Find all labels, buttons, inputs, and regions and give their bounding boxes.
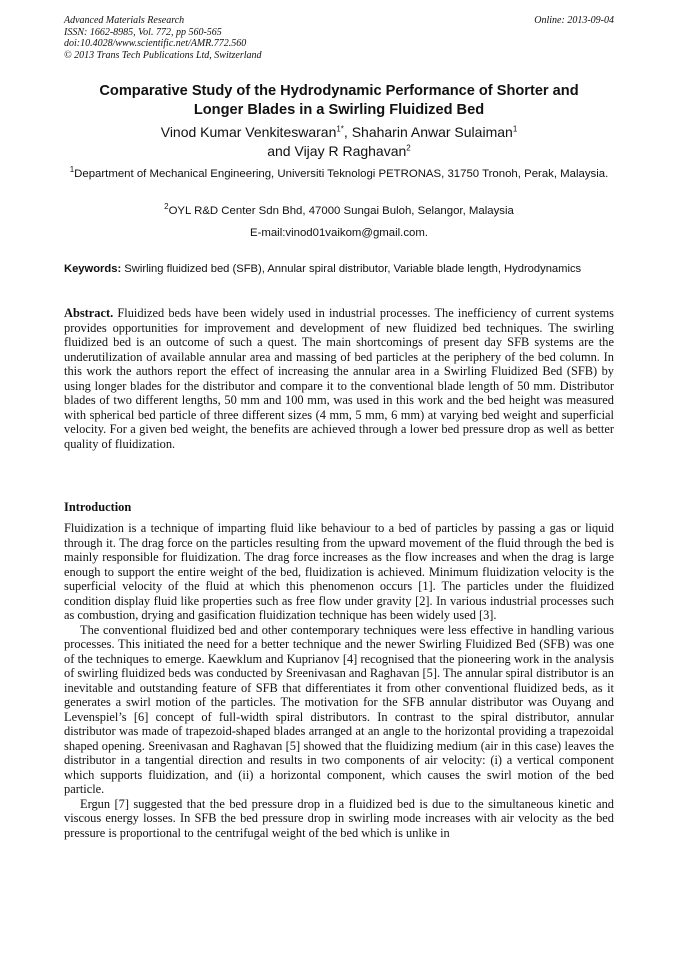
journal-issn: ISSN: 1662-8985, Vol. 772, pp 560-565 [64, 26, 222, 38]
journal-header [64, 15, 262, 61]
abstract-block [64, 306, 614, 451]
affiliation-1-text: Department of Mechanical Engineering, Universiti Teknologi PETRONAS, 31750 Tronoh, Perak, Malaysia. [74, 168, 609, 180]
author-2: Shaharin Anwar Sulaiman [351, 124, 513, 140]
affiliation-2 [64, 204, 614, 219]
paper-title-line-2: Longer Blades in a Swirling Fluidized Bed [193, 102, 485, 118]
affiliation-2-text: OYL R&D Center Sdn Bhd, 47000 Sungai Buloh, Selangor, Malaysia [168, 205, 514, 217]
author-separator: , [343, 124, 352, 140]
paper-title-line-1: Comparative Study of the Hydrodynamic Performance of Shorter and [99, 83, 579, 99]
author-3-marker: 2 [406, 143, 411, 153]
intro-paragraph-3: Ergun [7] suggested that the bed pressure drop in a fluidized bed is due to the simultaneous kinetic and viscous energy losses. In SFB the bed pressure drop in swirling mode increases with air velocity as the bed pressure is proportional to the centrifugal weight of the bed which is unlike in [64, 796, 614, 840]
author-1: Vinod Kumar Venkiteswaran [160, 124, 337, 140]
paper-title [64, 82, 614, 120]
keywords-text: Swirling fluidized bed (SFB), Annular spiral distributor, Variable blade length, Hydrodynamics [121, 263, 582, 275]
contact-email: E-mail:vinod01vaikom@gmail.com. [249, 227, 429, 239]
introduction-body [64, 521, 614, 840]
affiliation-1 [64, 167, 614, 182]
introduction-heading: Introduction [64, 500, 132, 514]
author-1-marker: 1* [336, 124, 344, 134]
abstract-label: Abstract. [64, 306, 114, 320]
journal-copyright: © 2013 Trans Tech Publications Ltd, Switzerland [64, 49, 262, 61]
keywords-block [64, 262, 614, 276]
affiliation-1-marker: 1 [69, 165, 75, 175]
online-date: Online: 2013-09-04 [534, 15, 614, 26]
keywords-label: Keywords: [64, 263, 122, 275]
author-2-marker: 1 [512, 124, 518, 134]
journal-doi: doi:10.4028/www.scientific.net/AMR.772.560 [64, 38, 247, 49]
author-3: and Vijay R Raghavan [267, 143, 407, 159]
journal-name: Advanced Materials Research [64, 15, 185, 26]
author-list [64, 123, 614, 161]
intro-paragraph-2: The conventional fluidized bed and other contemporary techniques were less effective in handling various processes. This initiated the need for a better technique and the newer Swirling Fluidized Bed (SFB) was one of the techniques to emerge. Kaewklum and Kuprianov [4] recognised that the pioneering work in the analysis of swirling fluidized beds was conducted by Sreenivasan and Raghavan [5]. The annular spiral distributor is an inevitable and outstanding feature of SFB that differentiates it from other conventional fluidized beds, as it generates a swirl motion of the particles. The motivation for the SFB annular distributor was Ouyang and Levenspiel’s [6] concept of full-width spiral distributors. In contrast to the spiral distributor, annular distributor was made of trapezoid-shaped blades arranged at an angle to the horizontal providing a trapezoidal shaped opening. Sreenivasan and Raghavan [5] showed that the fluidizing medium (air in this case) leaves the distributor in a tangential direction and results in two components of air velocity: (i) a vertical component which supports fluidization, and (ii) a horizontal component, which causes the swirl motion of the bed particle. [64, 622, 614, 796]
intro-paragraph-1: Fluidization is a technique of imparting fluid like behaviour to a bed of particles by passing a gas or liquid through it. The drag force on the particles resulting from the upward movement of the fluid through the bed is mainly responsible for fluidization. The drag force increases as the flow increases and when the drag is large enough to support the entire weight of the bed, fluidization is achieved. Minimum fluidization velocity is the superficial velocity of the fluid at which this phenomenon occurs [1]. The particles under the fluidized condition display fluid like properties such as free flow under gravity [2]. In various industrial processes such as combustion, drying and gasification fluidization technique has been widely used [3]. [64, 521, 614, 622]
affiliation-2-marker: 2 [164, 202, 169, 212]
abstract-text: Fluidized beds have been widely used in industrial processes. The inefficiency of current systems provides opportunities for improvement and development of new fluidized bed techniques. The swirling fluidized bed is an outcome of such a quest. The main shortcomings of present day SFB systems are the underutilization of available annular area and massing of bed particles at the periphery of the bed column. In this work the authors report the effect of increasing the annular area in a Swirling Fluidized Bed (SFB) by using longer blades for the distributor and compare it to the conventional blade length of 50 mm. Distributor blades of two different lengths, 50 mm and 100 mm, was used in this work and the bed height was measured with spherical bed particle of three different sizes (4 mm, 5 mm, 6 mm) at varying bed weight and superficial velocity. For a given bed weight, the benefits are achieved through a lower bed pressure drop as well as better quality of fluidization. [64, 306, 614, 451]
